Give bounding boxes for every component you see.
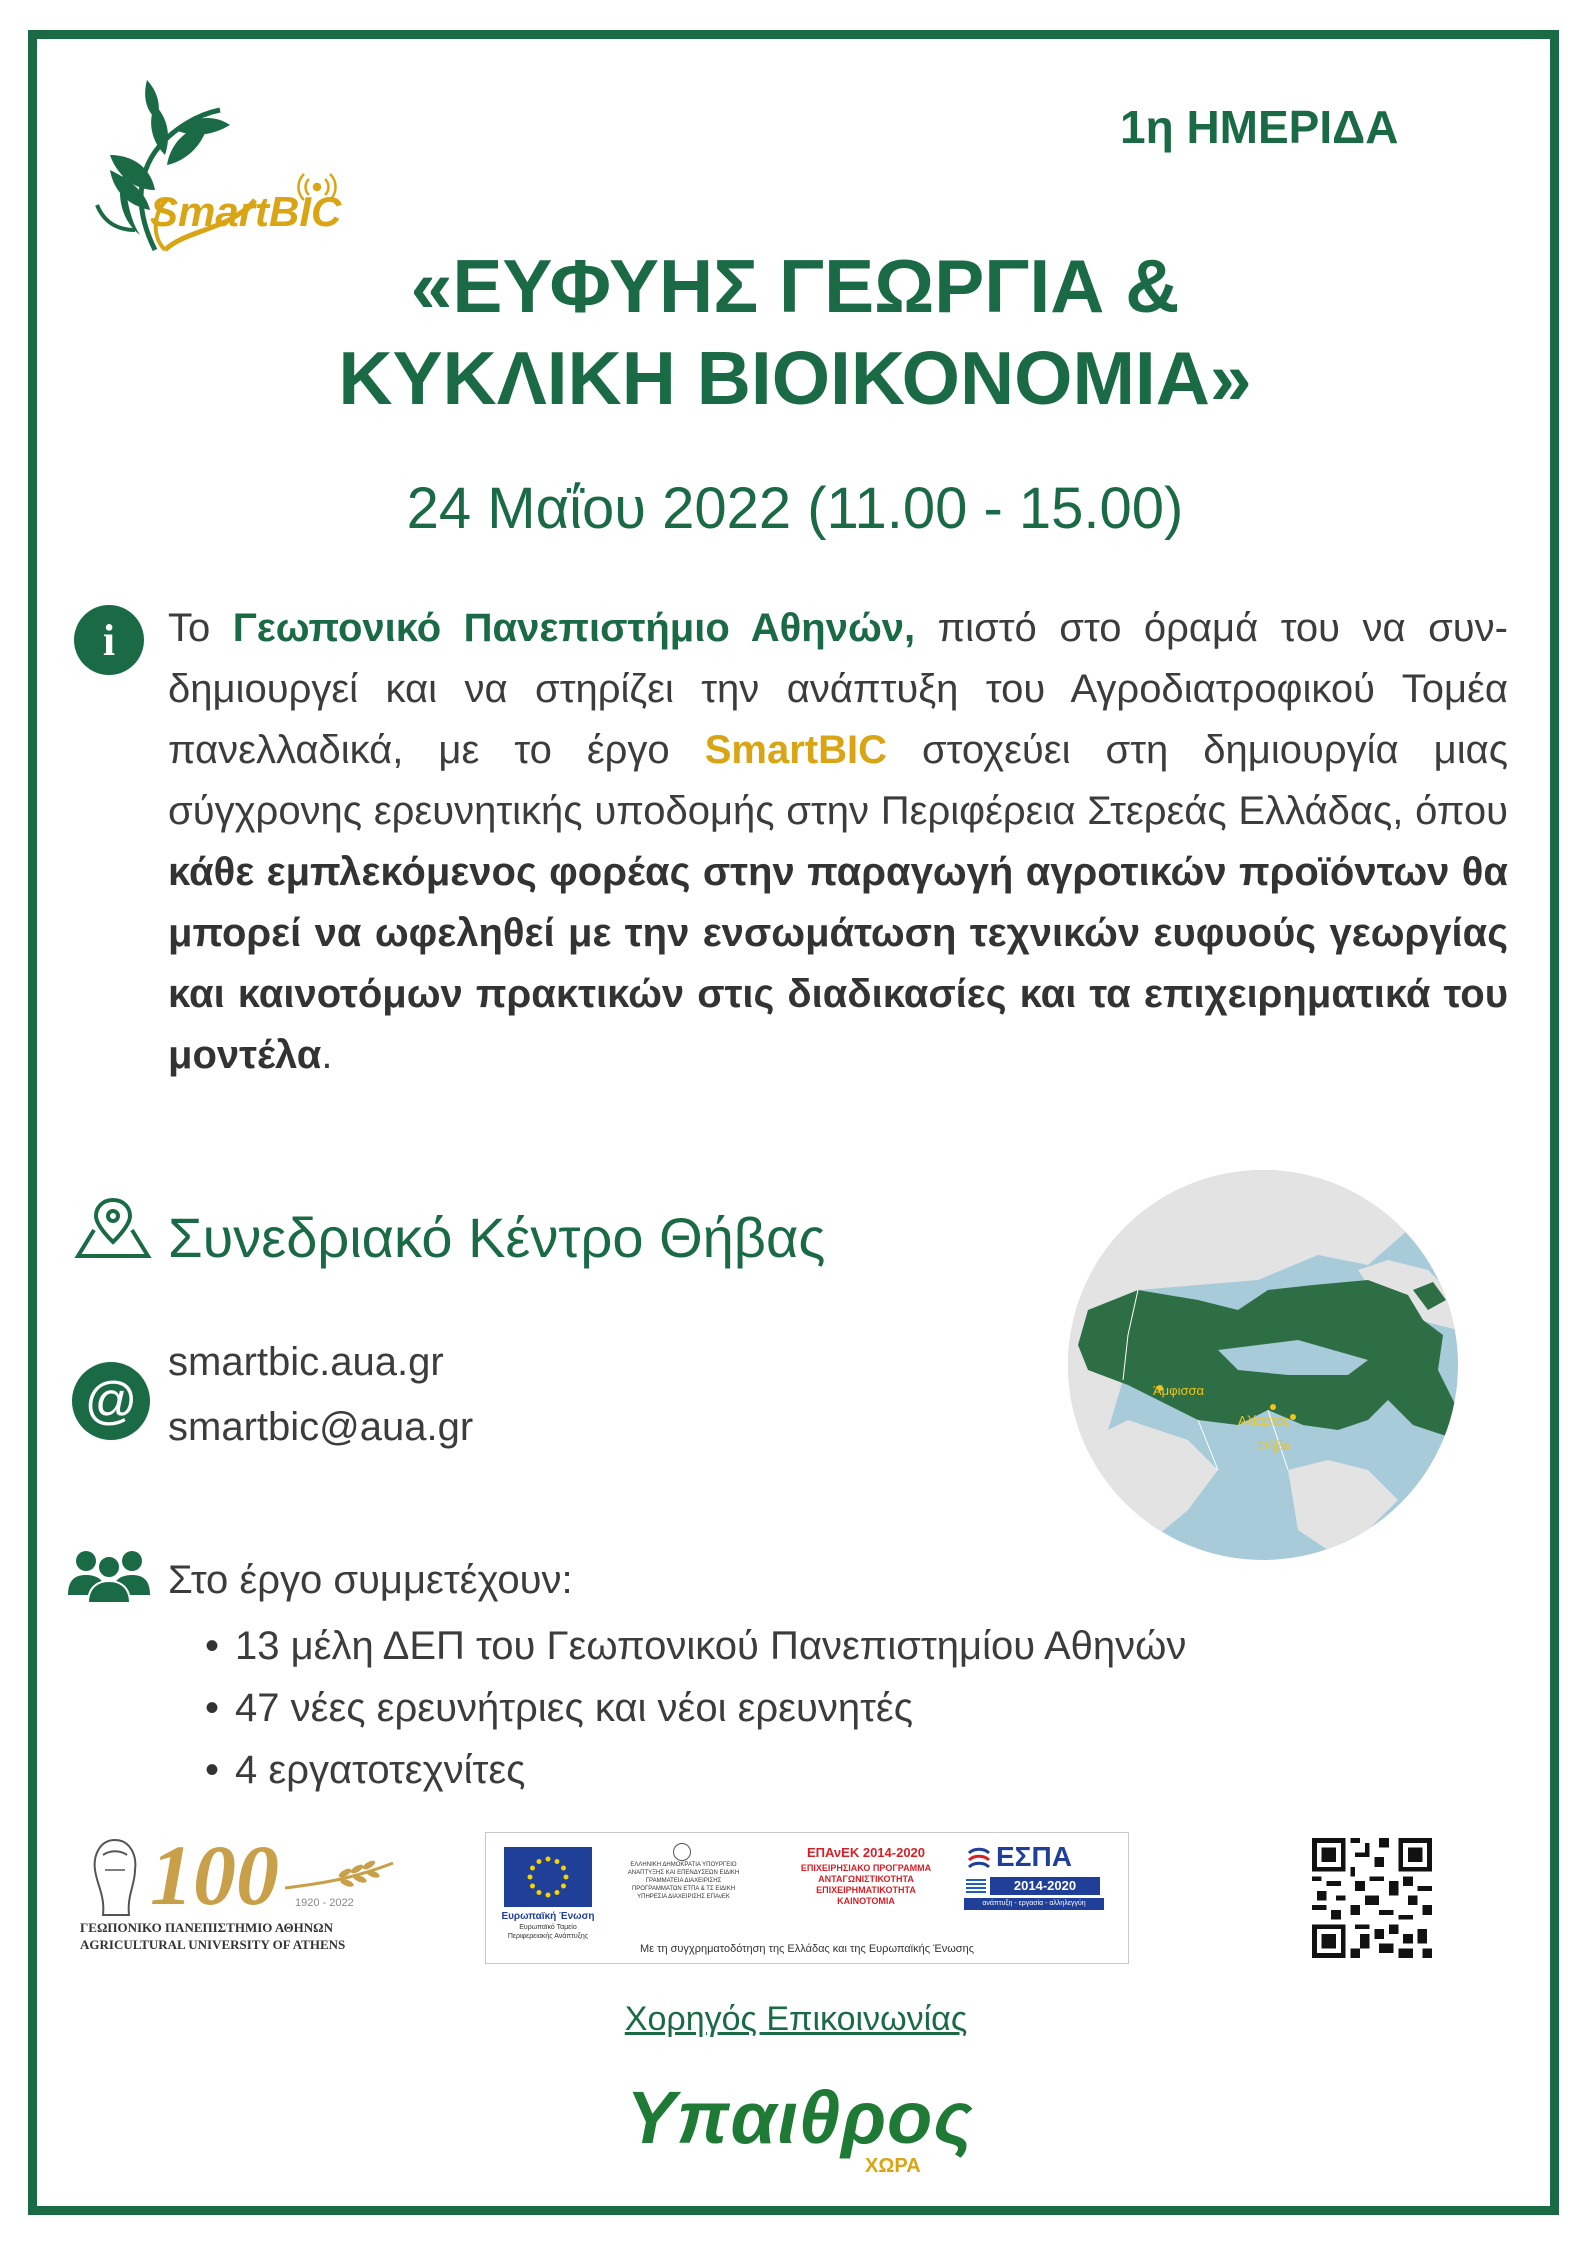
participants-list — [205, 1615, 1186, 1801]
qr-code[interactable] — [1312, 1838, 1432, 1958]
greek-flag-icon — [966, 1879, 986, 1893]
title-line-1: «ΕΥΦΥΗΣ ΓΕΩΡΓΙΑ & — [410, 244, 1180, 328]
espa-years: 2014-2020 — [990, 1877, 1100, 1895]
at-sign-icon: @ — [72, 1362, 150, 1440]
sponsor-name: Υπαιθρος — [626, 2076, 974, 2159]
eu-fund-label: Ευρωπαϊκό Ταμείο Περιφερειακής Ανάπτυξης — [507, 1924, 589, 1940]
project-name: SmartBIC — [704, 728, 887, 772]
venue-name: Συνεδριακό Κέντρο Θήβας — [168, 1206, 826, 1269]
funding-banner — [485, 1832, 1129, 1964]
map-label-aliartos: Αλίαρτος — [1238, 1413, 1290, 1428]
aua-name-greek: ΓΕΩΠΟΝΙΚΟ ΠΑΝΕΠΙΣΤΗΜΙΟ ΑΘΗΝΩΝ — [80, 1920, 333, 1935]
wheat-icon — [285, 1853, 395, 1903]
cofunding-caption: Με τη συγχρηματοδότηση της Ελλάδας και της Ευρωπαϊκής Ένωσης — [639, 1943, 975, 1955]
people-icon — [66, 1545, 152, 1608]
ministry-label: ΕΛΛΗΝΙΚΗ ΔΗΜΟΚΡΑΤΙΑ ΥΠΟΥΡΓΕΙΟ ΑΝΑΠΤΥΞΗΣ ΚΑΙ ΕΠΕΝΔΥΣΕΩΝ ΕΙΔΙΚΗ ΓΡΑΜΜΑΤΕΙΑ ΔΙΑΧΕΙΡΙΣΗΣ ΠΡΟΓΡΑΜΜΑΤΩΝ ΕΤΠΑ & ΤΣ ΕΙΔΙΚΗ ΥΠΗΡΕΣΙΑ ΔΙΑΧΕΙΡΙΣΗΣ ΕΠΑνΕΚ — [627, 1862, 740, 1900]
anniversary-number: 100 — [150, 1827, 279, 1923]
intro-text: Το — [168, 606, 233, 650]
epanek-title: ΕΠΑνΕΚ 2014-2020 — [806, 1845, 926, 1860]
intro-paragraph — [168, 598, 1508, 1086]
event-date: 24 Μαΐου 2022 (11.00 - 15.00) — [406, 476, 1184, 541]
epanek-lines: ΕΠΙΧΕΙΡΗΣΙΑΚΟ ΠΡΟΓΡΑΜΜΑ ΑΝΤΑΓΩΝΙΣΤΙΚΟΤΗΤΑ ΕΠΙΧΕΙΡΗΜΑΤΙΚΟΤΗΤΑ ΚΑΙΝΟΤΟΜΙΑ — [800, 1863, 932, 1906]
edition-label: 1η ΗΜΕΡΙΔΑ — [1120, 101, 1399, 153]
participants-heading: Στο έργο συμμετέχουν: — [168, 1558, 573, 1602]
intro-text: πιστό στο όραμά του να συν-δημιουργεί και να στηρίζει την ανάπτυξη του Αγροδιατροφικού Τομέα πανελλαδικά, με το έργο — [168, 606, 1509, 772]
list-item: • 4 εργατοτεχνίτες — [205, 1739, 1186, 1801]
map-label-thiva: Θήβα — [1258, 1438, 1291, 1453]
aua-logo — [80, 1827, 400, 1952]
sponsor-logo — [600, 2075, 1000, 2177]
info-icon: i — [74, 605, 144, 675]
eu-label: Ευρωπαϊκή Ένωση — [501, 1911, 595, 1922]
map-label-amfissa: Άμφισσα — [1153, 1383, 1205, 1398]
greek-emblem-icon — [673, 1843, 691, 1861]
media-sponsor-label[interactable]: Χορηγός Επικοινωνίας — [624, 2000, 968, 2038]
espa-tagline: ανάπτυξη - εργασία - αλληλεγγύη — [964, 1898, 1104, 1910]
university-name: Γεωπονικό Πανεπιστήμιο Αθηνών, — [232, 606, 916, 650]
website-link[interactable]: smartbic.aua.gr — [168, 1340, 444, 1384]
eu-flag-icon — [504, 1847, 592, 1907]
email-link[interactable]: smartbic@aua.gr — [168, 1405, 474, 1449]
qr-code-icon — [1312, 1838, 1432, 1958]
espa-logo — [964, 1841, 1114, 1913]
list-item: • 13 μέλη ΔΕΠ του Γεωπονικού Πανεπιστημίου Αθηνών — [205, 1615, 1186, 1677]
anniversary-years: 1920 - 2022 — [295, 1897, 354, 1909]
region-map — [1068, 1170, 1458, 1560]
intro-text: στοχεύει στη δημιουργία μιας σύγχρονης ερευνητικής υποδομής στην Περιφέρεια Στερεάς Ελλάδας, όπου — [168, 728, 1508, 833]
smartbic-logo — [55, 60, 365, 260]
espa-swirl-icon — [964, 1843, 994, 1873]
aua-name-english: AGRICULTURAL UNIVERSITY OF ATHENS — [80, 1937, 346, 1952]
location-icon — [72, 1192, 154, 1267]
list-item: • 47 νέες ερευνήτριες και νέοι ερευνητές — [205, 1677, 1186, 1739]
espa-title: ΕΣΠΑ — [996, 1841, 1072, 1872]
intro-highlight: κάθε εμπλεκόμενος φορέας στην παραγωγή αγροτικών προϊόντων θα μπορεί να ωφεληθεί με την ενσωμάτωση τεχνικών ευφυούς γεωργίας και καινοτόμων πρακτικών στις διαδικασίες και τα επιχειρηματικά του μοντέλα — [168, 850, 1508, 1077]
sponsor-subtitle: ΧΩΡΑ — [865, 2155, 921, 2177]
logo-text: SmartBIC — [150, 188, 342, 235]
event-title — [180, 240, 1410, 424]
athena-head-icon — [85, 1835, 145, 1920]
title-line-2: ΚΥΚΛΙΚΗ ΒΙΟΙΚΟΝΟΜΙΑ» — [338, 336, 1252, 420]
intro-text: . — [321, 1033, 333, 1077]
